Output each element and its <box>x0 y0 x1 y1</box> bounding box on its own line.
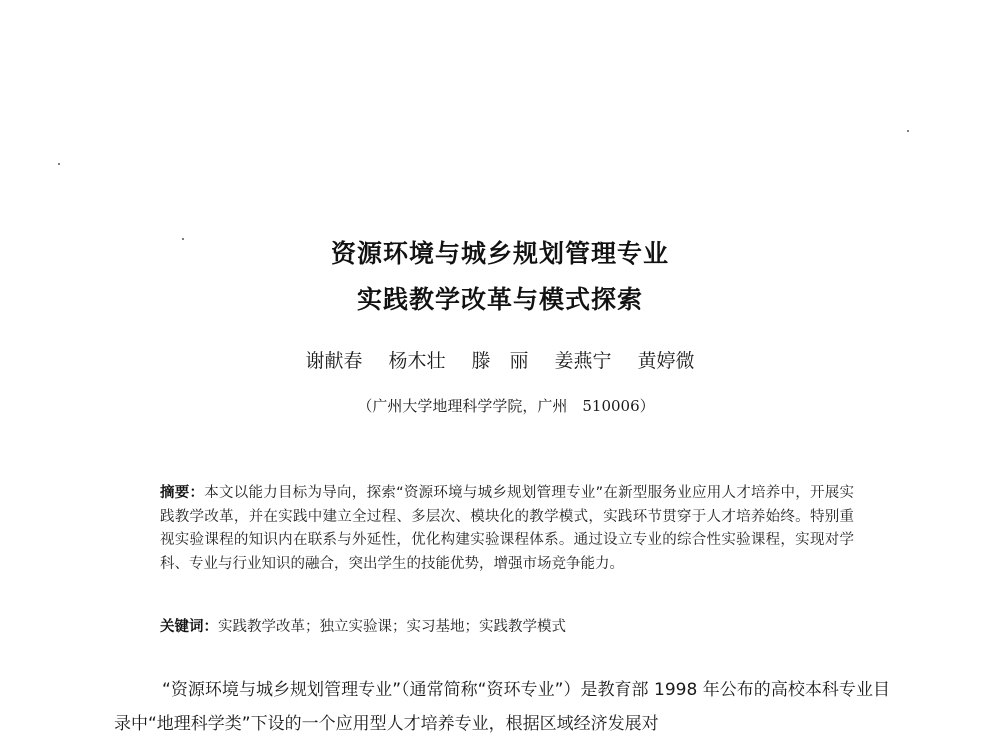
author-name: 黄婷微 <box>637 350 695 372</box>
author-name: 滕 丽 <box>471 350 529 372</box>
author-name: 杨木壮 <box>388 350 446 372</box>
keywords-label: 关键词： <box>160 619 218 635</box>
scan-speck <box>58 163 60 165</box>
abstract-text: 本文以能力目标为导向，探索“资源环境与城乡规划管理专业”在新型服务业应用人才培养中，开展实践教学改革，并在实践中建立全过程、多层次、模块化的教学模式，实践环节贯穿于人才培养始终。特别重视实验课程的知识内在联系与外延性，优化构建实验课程体系。通过设立专业的综合性实验课程，实现对学科、专业与行业知识的融合，突出学生的技能优势，增强市场竞争能力。 <box>160 485 854 572</box>
paper-title-line-1: 资源环境与城乡规划管理专业 <box>330 239 669 268</box>
paper-title-line-2: 实践教学改革与模式探索 <box>356 285 643 314</box>
author-name: 谢献春 <box>305 350 363 372</box>
abstract-label: 摘要： <box>160 485 205 501</box>
body-paragraph: “资源环境与城乡规划管理专业”（通常简称“资环专业”）是教育部 1998 年公布的高校本科专业目录中“地理科学类”下设的一个应用型人才培养专业，根据区域经济发展对 <box>114 680 890 734</box>
abstract <box>160 482 854 576</box>
keywords-text: 实践教学改革；独立实验课；实习基地；实践教学模式 <box>218 619 566 635</box>
scan-speck <box>907 130 909 132</box>
affiliation: （广州大学地理科学学院，广州 510006） <box>357 397 655 415</box>
author-name: 姜燕宁 <box>554 350 612 372</box>
author-list <box>0 346 1000 373</box>
keywords <box>160 615 854 636</box>
